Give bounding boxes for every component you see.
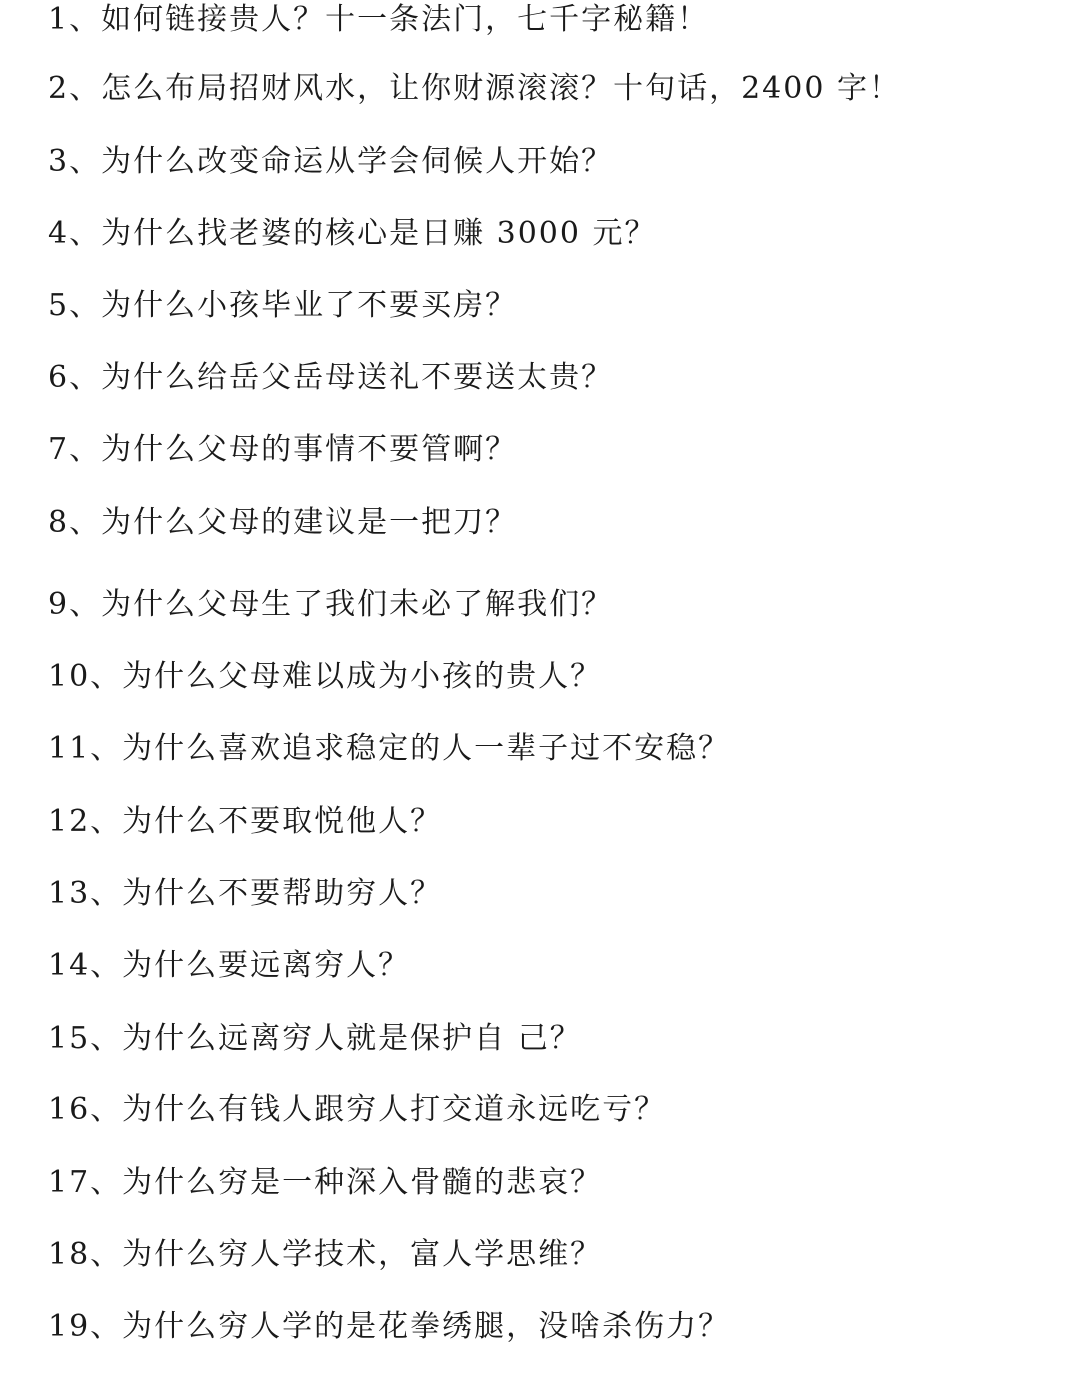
list-item: 6、为什么给岳父岳母送礼不要送太贵？ bbox=[48, 360, 614, 395]
list-item: 16、为什么有钱人跟穷人打交道永远吃亏？ bbox=[48, 1092, 667, 1127]
list-item: 9、为什么父母生了我们未必了解我们？ bbox=[48, 587, 614, 622]
list-item: 13、为什么不要帮助穷人？ bbox=[48, 876, 443, 911]
list-item: 11、为什么喜欢追求稳定的人一辈子过不安稳？ bbox=[48, 731, 731, 766]
list-item: 2、怎么布局招财风水，让你财源滚滚？十句话，2400 字！ bbox=[48, 71, 901, 106]
list-item: 18、为什么穷人学技术，富人学思维？ bbox=[48, 1237, 603, 1272]
list-item: 5、为什么小孩毕业了不要买房？ bbox=[48, 288, 518, 323]
list-item: 10、为什么父母难以成为小孩的贵人？ bbox=[48, 659, 603, 694]
list-item: 12、为什么不要取悦他人？ bbox=[48, 804, 443, 839]
list-item: 7、为什么父母的事情不要管啊？ bbox=[48, 432, 518, 467]
list-item: 14、为什么要远离穷人？ bbox=[48, 948, 411, 983]
list-item: 3、为什么改变命运从学会伺候人开始？ bbox=[48, 144, 614, 179]
list-item: 19、为什么穷人学的是花拳绣腿，没啥杀伤力？ bbox=[48, 1309, 731, 1344]
list-item: 17、为什么穷是一种深入骨髓的悲哀？ bbox=[48, 1165, 603, 1200]
list-item: 15、为什么远离穷人就是保护自 己？ bbox=[48, 1021, 582, 1056]
list-item: 8、为什么父母的建议是一把刀？ bbox=[48, 505, 518, 540]
list-item: 1、如何链接贵人？十一条法门，七千字秘籍！ bbox=[48, 2, 710, 37]
list-item: 4、为什么找老婆的核心是日赚 3000 元？ bbox=[48, 216, 657, 251]
